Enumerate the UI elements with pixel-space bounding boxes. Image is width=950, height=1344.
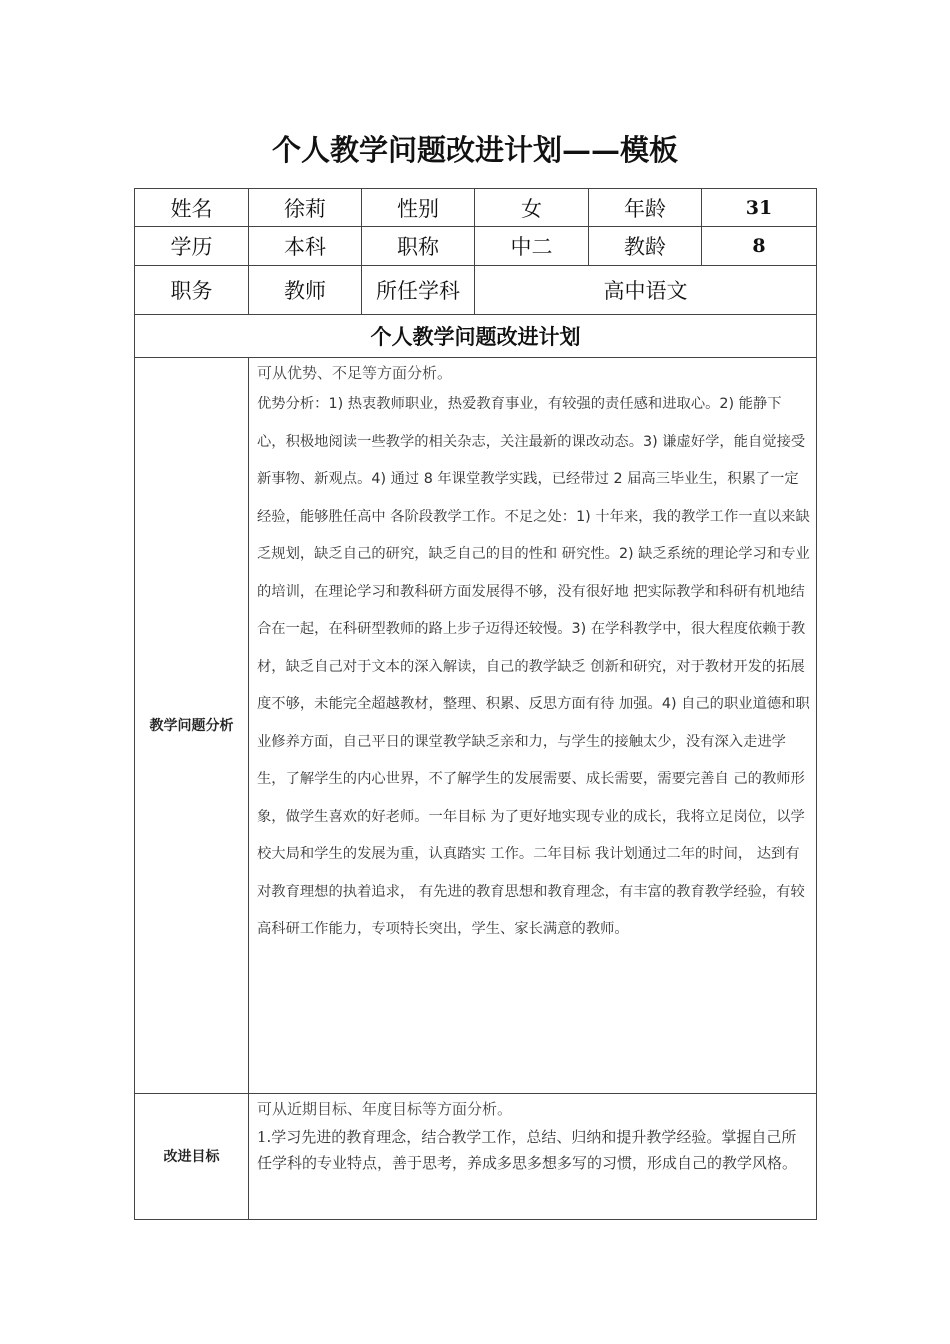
- name-label: 姓名: [135, 189, 249, 227]
- position-label: 职务: [135, 266, 249, 315]
- goal-hint: 可从近期目标、年度目标等方面分析。: [257, 1100, 513, 1118]
- age-value: 31: [702, 189, 817, 227]
- job-title-label: 职称: [362, 227, 475, 266]
- analysis-cell: [249, 358, 817, 1094]
- position-value: 教师: [249, 266, 362, 315]
- subject-value: 高中语文: [475, 266, 817, 315]
- analysis-label: 教学问题分析: [135, 358, 249, 1094]
- subject-label: 所任学科: [362, 266, 475, 315]
- name-value: 徐莉: [249, 189, 362, 227]
- education-label: 学历: [135, 227, 249, 266]
- gender-label: 性别: [362, 189, 475, 227]
- goal-text: 1.学习先进的教育理念，结合教学工作，总结、归纳和提升教学经验。掌握自己所任学科的专业特点，善于思考，养成多思多想多写的习惯，形成自己的教学风格。: [257, 1128, 798, 1172]
- plan-table: [134, 188, 817, 1220]
- analysis-hint: 可从优势、不足等方面分析。: [257, 364, 453, 382]
- goal-label: 改进目标: [135, 1094, 249, 1220]
- document-title: 个人教学问题改进计划——模板: [271, 133, 678, 167]
- age-label: 年龄: [589, 189, 702, 227]
- plan-section-title: 个人教学问题改进计划: [135, 315, 817, 358]
- education-value: 本科: [249, 227, 362, 266]
- job-title-value: 中二: [475, 227, 589, 266]
- goal-cell: [249, 1094, 817, 1220]
- teaching-years-label: 教龄: [589, 227, 702, 266]
- gender-value: 女: [475, 189, 589, 227]
- analysis-text: 优势分析：1) 热衷教师职业，热爱教育事业，有较强的责任感和进取心。2) 能静下心，积极地阅读一些教学的相关杂志，关注最新的课改动态。3) 谦虚好学，能自觉接受新事物、新观点。4) 通过 8 年课堂教学实践，已经带过 2 届高三毕业生，积累了一定经验，能够胜任高中 各阶段教学工作。不足之处：1) 十年来，我的教学工作一直以来缺乏规划，缺乏自己的研究，缺乏自己的目的性和 研究性。2) 缺乏系统的理论学习和专业的培训，在理论学习和教科研方面发展得不够，没有很好地 把实际教学和科研有机地结合在一起，在科研型教师的路上步子迈得还较慢。3) 在学科教学中，很大程度依赖于教材，缺乏自己对于文本的深入解读，自己的教学缺乏 创新和研究，对于教材开发的拓展度不够，未能完全超越教材，整理、积累、反思方面有待 加强。4) 自己的职业道德和职业修养方面，自己平日的课堂教学缺乏亲和力，与学生的接触太少，没有深入走进学生，了解学生的内心世界，不了解学生的发展需要、成长需要，需要完善自 己的教师形象，做学生喜欢的好老师。一年目标 为了更好地实现专业的成长，我将立足岗位，以学校大局和学生的发展为重，认真踏实 工作。二年目标 我计划通过二年的时间， 达到有对教育理想的执着追求， 有先进的教育思想和教育理念，有丰富的教育教学经验，有较高科研工作能力，专项特长突出，学生、家长满意的教师。: [257, 396, 810, 937]
- teaching-years-value: 8: [702, 227, 817, 266]
